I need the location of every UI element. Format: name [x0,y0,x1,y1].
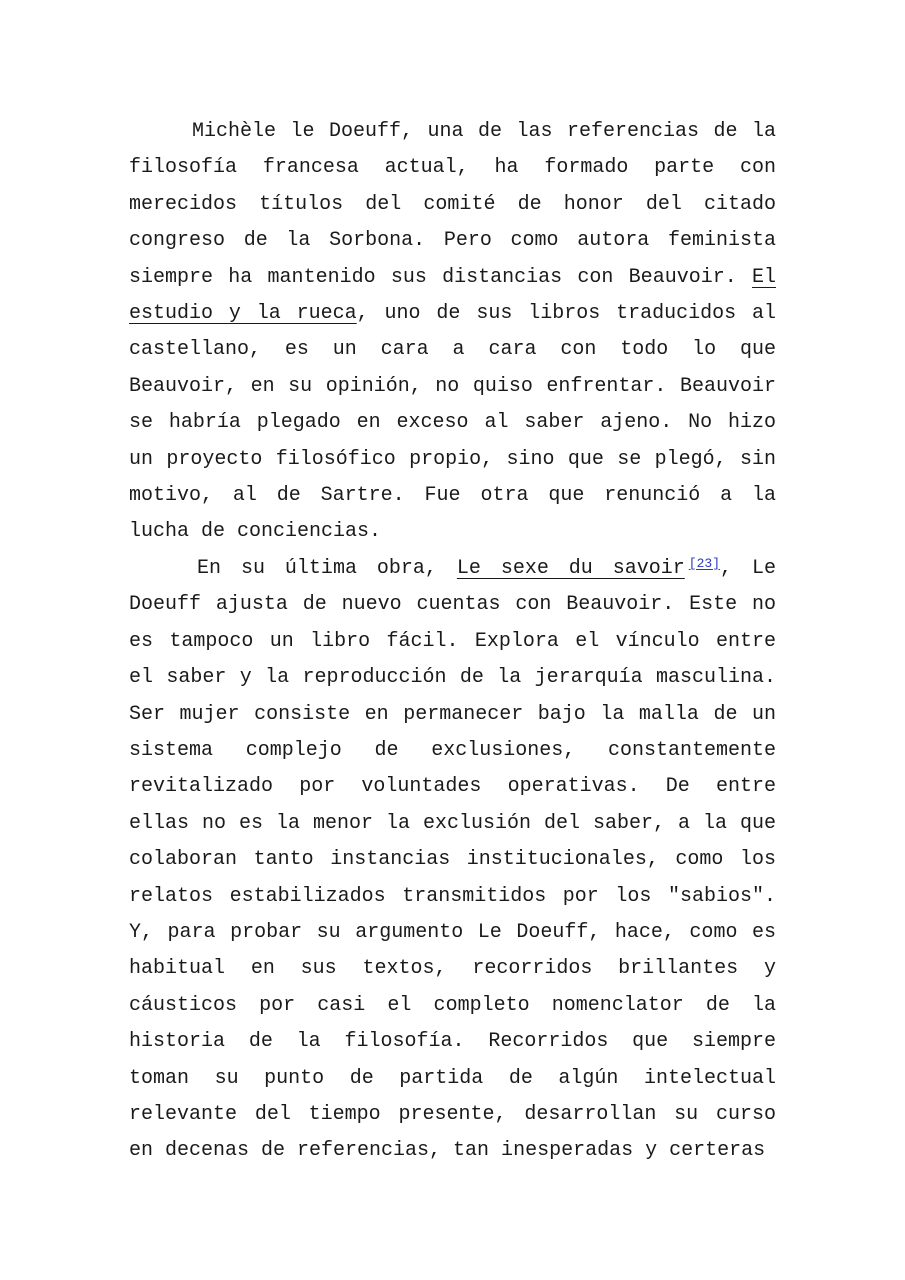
book-title-el-estudio-y-la-rueca: El estudio y la rueca [129,265,776,326]
document-page [129,114,776,1170]
paragraph-text: , uno de sus libros traducidos al castellano, es un cara a cara con todo lo que Beauvoir, en su opinión, no quiso enfrentar. Beauvoir se habría plegado en exceso al saber ajeno. No hizo un proyecto filosófico propio, sino que se plegó, sin motivo, al de Sartre. Fue otra que renunció a la lucha de conciencias. [129,302,776,544]
book-title-le-sexe-du-savoir: Le sexe du savoir [456,556,685,580]
paragraph-text: En su última obra, [197,556,457,580]
paragraph-le-doeuff-intro [129,114,776,551]
footnote-reference-link[interactable]: [23] [688,555,721,571]
paragraph-text: , Le Doeuff ajusta de nuevo cuentas con Beauvoir. Este no es tampoco un libro fácil. Explora el vínculo entre el saber y la reproducción de la jerarquía masculina. Ser mujer consiste en permanecer bajo la malla de un sistema complejo de exclusiones, constantemente revitalizado por voluntades operativas. De entre ellas no es la menor la exclusión del saber, a la que colaboran tanto instancias institucionales, como los relatos estabilizados transmitidos por los "sabios". Y, para probar su argumento Le Doeuff, hace, como es habitual en sus textos, recorridos brillantes y cáusticos por casi el completo nomenclator de la historia de la filosofía. Recorridos que siempre toman su punto de partida de algún intelectual relevante del tiempo presente, desarrollan su curso en decenas de referencias, tan inesperadas y certeras [129,556,776,1163]
paragraph-le-sexe-du-savoir [129,551,776,1170]
paragraph-text: Michèle le Doeuff, una de las referencias de la filosofía francesa actual, ha formado parte con merecidos títulos del comité de honor del citado congreso de la Sorbona. Pero como autora feminista siempre ha mantenido sus distancias con Beauvoir. [129,120,776,289]
